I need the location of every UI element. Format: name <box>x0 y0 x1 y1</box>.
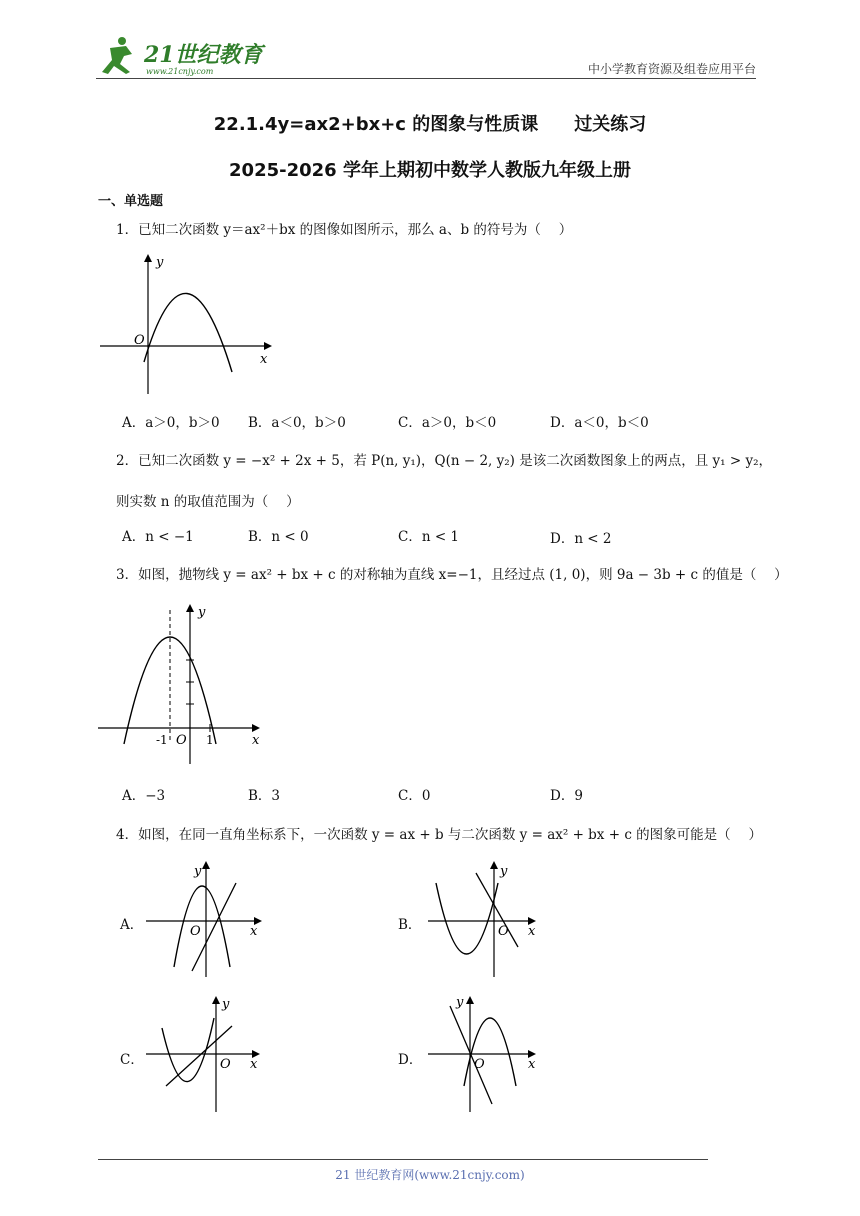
platform-name: 中小学教育资源及组卷应用平台 <box>587 62 756 76</box>
q4-option-b[interactable]: B． <box>398 917 422 933</box>
logo-text: 21世纪教育 <box>144 42 263 68</box>
q3-option-c[interactable]: C．0 <box>398 788 431 804</box>
page-subtitle: 2025-2026 学年上期初中数学人教版九年级上册 <box>229 160 631 181</box>
svg-text:y: y <box>500 864 508 879</box>
svg-text:O: O <box>474 1057 485 1072</box>
q4-option-a[interactable]: A． <box>120 917 144 933</box>
y-arrow-icon <box>466 996 474 1004</box>
logo-url: www.21cnjy.com <box>146 67 214 76</box>
q4-graph-a <box>140 855 270 980</box>
y-label: y <box>156 255 164 270</box>
parabola <box>464 1018 516 1086</box>
q2-option-a[interactable]: A．n < −1 <box>122 529 194 545</box>
q3-option-a[interactable]: A．−3 <box>122 788 166 804</box>
q3-option-b[interactable]: B．3 <box>248 788 281 804</box>
svg-text:x: x <box>528 1057 536 1072</box>
question-1-graph <box>96 250 286 400</box>
question-3-text: 3．如图，抛物线 y = ax² + bx + c 的对称轴为直线 x=−1，且经过点 (1, 0)，则 9a − 3b + c 的值是（ ） <box>116 567 788 583</box>
q2-option-c[interactable]: C．n < 1 <box>398 529 460 545</box>
y-arrow-icon <box>202 861 210 869</box>
q4-graph-c <box>140 990 270 1115</box>
y-arrow-icon <box>144 254 152 262</box>
footer-divider <box>98 1159 708 1160</box>
q1-option-b[interactable]: B．a＜0，b＞0 <box>248 415 346 431</box>
q4-graph-d <box>424 990 554 1115</box>
svg-text:y: y <box>456 995 464 1010</box>
svg-text:x: x <box>250 924 258 939</box>
tick-label-neg1: -1 <box>156 733 168 747</box>
parabola <box>144 293 232 372</box>
svg-text:O: O <box>190 924 201 939</box>
svg-text:y: y <box>194 864 202 879</box>
site-logo <box>96 34 266 80</box>
svg-text:O: O <box>498 924 509 939</box>
x-arrow-icon <box>252 724 260 732</box>
y-arrow-icon <box>186 604 194 612</box>
svg-text:y: y <box>222 997 230 1012</box>
q1-option-a[interactable]: A．a＞0，b＞0 <box>122 415 220 431</box>
svg-text:x: x <box>250 1057 258 1072</box>
svg-text:x: x <box>528 924 536 939</box>
question-2-text: 2．已知二次函数 y = −x² + 2x + 5，若 P(n, y₁)，Q(n − 2, y₂) 是该二次函数图象上的两点，且 y₁ > y₂， <box>116 453 772 469</box>
section-heading: 一、单选题 <box>98 194 164 209</box>
q4-option-c[interactable]: C． <box>120 1052 144 1068</box>
svg-text:O: O <box>220 1057 231 1072</box>
y-arrow-icon <box>212 996 220 1004</box>
q2-option-d[interactable]: D．n < 2 <box>550 531 612 547</box>
header-divider <box>96 78 756 79</box>
tick-label-1: 1 <box>206 733 214 747</box>
q4-option-d[interactable]: D． <box>398 1052 423 1068</box>
origin-label: O <box>176 733 187 748</box>
origin-label: O <box>134 333 145 348</box>
parabola <box>174 886 230 967</box>
footer-text[interactable]: 21 世纪教育网(www.21cnjy.com) <box>335 1168 525 1182</box>
page-title: 22.1.4y=ax2+bx+c 的图象与性质课 过关练习 <box>213 114 647 135</box>
x-label: x <box>260 352 268 367</box>
question-2-text-cont: 则实数 n 的取值范围为（ ） <box>116 494 300 510</box>
q3-option-d[interactable]: D．9 <box>550 788 583 804</box>
line <box>166 1026 232 1086</box>
y-label: y <box>198 605 206 620</box>
q4-graph-b <box>424 855 554 980</box>
q2-option-b[interactable]: B．n < 0 <box>248 529 309 545</box>
parabola <box>436 883 498 954</box>
runner-icon <box>102 37 132 74</box>
question-4-text: 4．如图，在同一直角坐标系下，一次函数 y = ax + b 与二次函数 y = ax² + bx + c 的图象可能是（ ） <box>116 827 762 843</box>
question-3-graph <box>96 600 276 768</box>
q1-option-c[interactable]: C．a＞0，b＜0 <box>398 415 497 431</box>
q1-option-d[interactable]: D．a＜0，b＜0 <box>550 415 649 431</box>
question-1-text: 1．已知二次函数 y＝ax²＋bx 的图像如图所示，那么 a、b 的符号为（ ） <box>116 222 573 238</box>
x-label: x <box>252 733 260 748</box>
x-arrow-icon <box>264 342 272 350</box>
y-arrow-icon <box>490 861 498 869</box>
